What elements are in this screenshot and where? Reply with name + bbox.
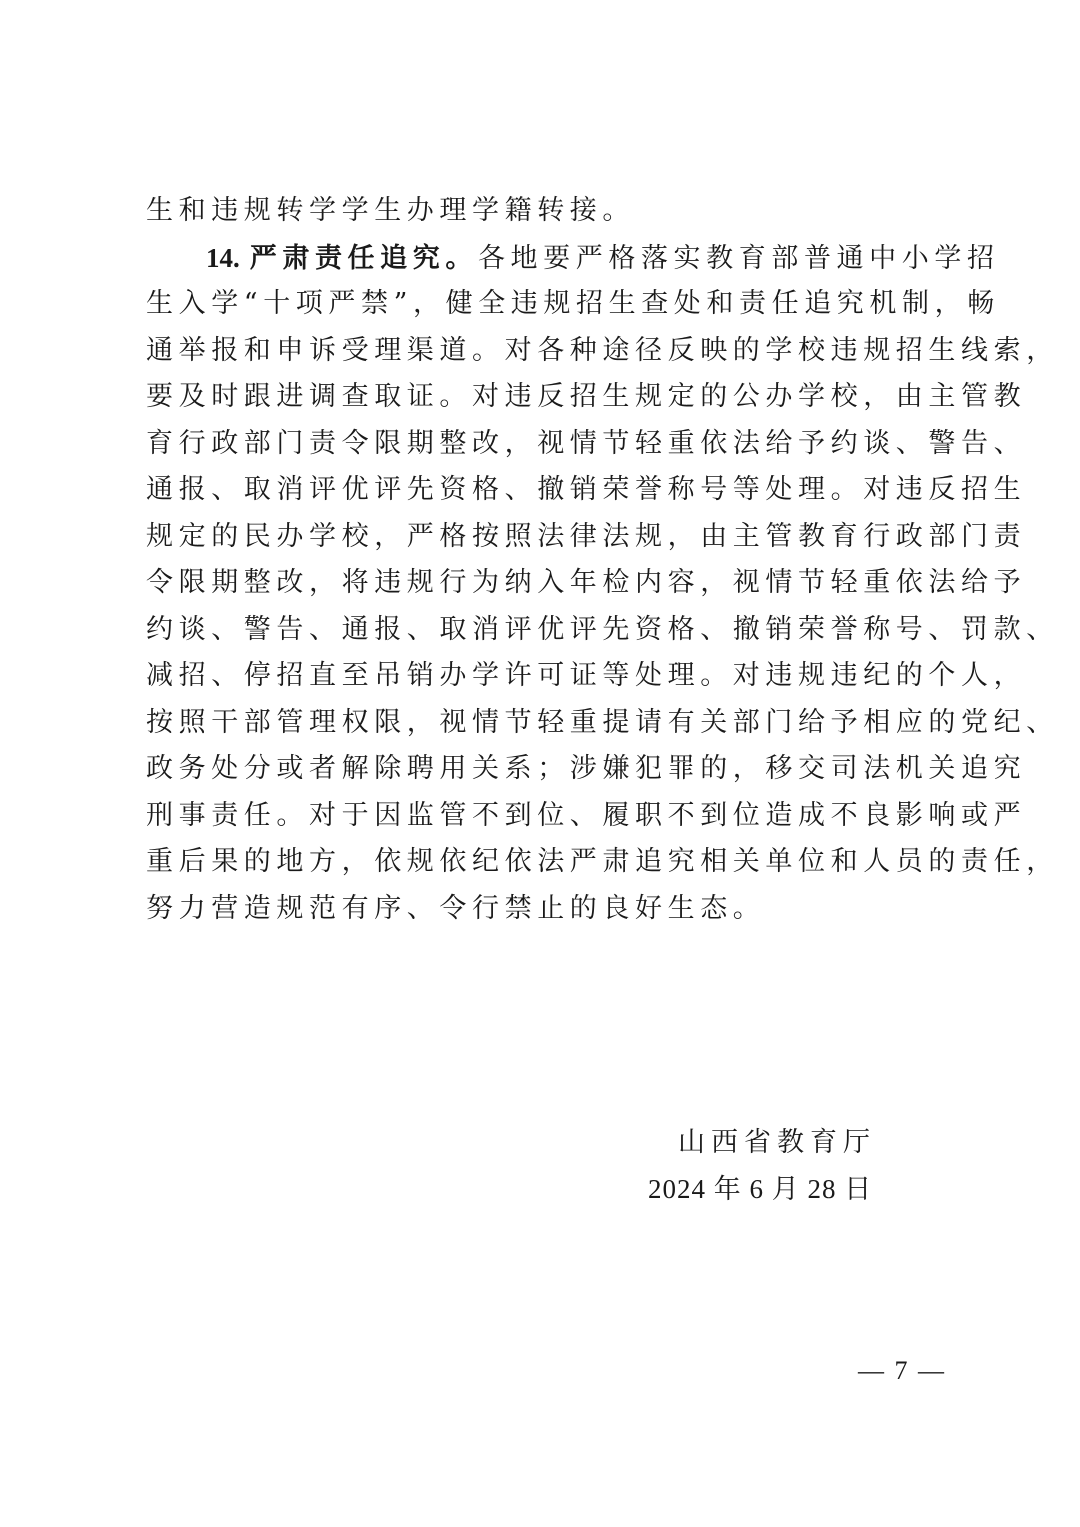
line-text: 政务处分或者解除聘用关系；涉嫌犯罪的，移交司法机关追究 — [146, 753, 1027, 784]
line-text: 各地要严格落实教育部普通中小学招 — [477, 242, 1000, 274]
line-text: 通报、取消评优评先资格、撤销荣誉称号等处理。对违反招生 — [146, 474, 1027, 505]
paragraph-line — [146, 700, 1059, 747]
paragraph-line — [146, 607, 1059, 654]
section-number: 14. — [206, 242, 240, 273]
paragraph-line — [146, 886, 946, 933]
line-text: 刑事责任。对于因监管不到位、履职不到位造成不良影响或严 — [146, 799, 1027, 831]
line-text: 努力营造规范有序、令行禁止的良好生态。 — [146, 892, 766, 924]
line-text: 约谈、警告、通报、取消评优评先资格、撤销荣誉称号、罚款、 — [146, 613, 1059, 645]
section-14-heading-line — [146, 235, 1000, 282]
paragraph-line — [146, 746, 1027, 793]
paragraph-line — [146, 281, 1000, 328]
line-text: 重后果的地方，依规依纪依法严肃追究相关单位和人员的责任， — [146, 846, 1059, 877]
paragraph-line — [146, 467, 1027, 514]
paragraph-line — [146, 514, 1027, 561]
document-body — [146, 188, 1059, 932]
paragraph-line — [146, 793, 1027, 840]
line-text: 要及时跟进调查取证。对违反招生规定的公办学校，由主管教 — [146, 381, 1027, 412]
line-text: 生入学“十项严禁”，健全违规招生查处和责任追究机制，畅 — [146, 288, 1000, 319]
paragraph-line — [146, 839, 1059, 886]
issuing-organization: 山西省教育厅 — [678, 1127, 876, 1158]
line-text: 减招、停招直至吊销办学许可证等处理。对违规违纪的个人， — [146, 660, 1027, 691]
paragraph-line — [146, 421, 1027, 468]
paragraph-line — [146, 328, 1059, 375]
issue-date: 2024 年 6 月 28 日 — [648, 1174, 873, 1204]
section-title: 严肃责任追究。 — [249, 242, 478, 274]
signature-block — [648, 1120, 928, 1212]
paragraph-line — [146, 188, 946, 235]
paragraph-line — [146, 374, 1027, 421]
page-number: — 7 — — [858, 1356, 946, 1385]
paragraph-line — [146, 653, 1027, 700]
line-text: 生和违规转学学生办理学籍转接。 — [146, 195, 635, 226]
line-text: 按照干部管理权限，视情节轻重提请有关部门给予相应的党纪、 — [146, 706, 1059, 738]
line-text: 规定的民办学校，严格按照法律法规，由主管教育行政部门责 — [146, 520, 1027, 552]
line-text: 育行政部门责令限期整改，视情节轻重依法给予约谈、警告、 — [146, 427, 1027, 459]
line-text: 令限期整改，将违规行为纳入年检内容，视情节轻重依法给予 — [146, 567, 1027, 598]
line-text: 通举报和申诉受理渠道。对各种途径反映的学校违规招生线索， — [146, 334, 1059, 366]
paragraph-line — [146, 560, 1027, 607]
